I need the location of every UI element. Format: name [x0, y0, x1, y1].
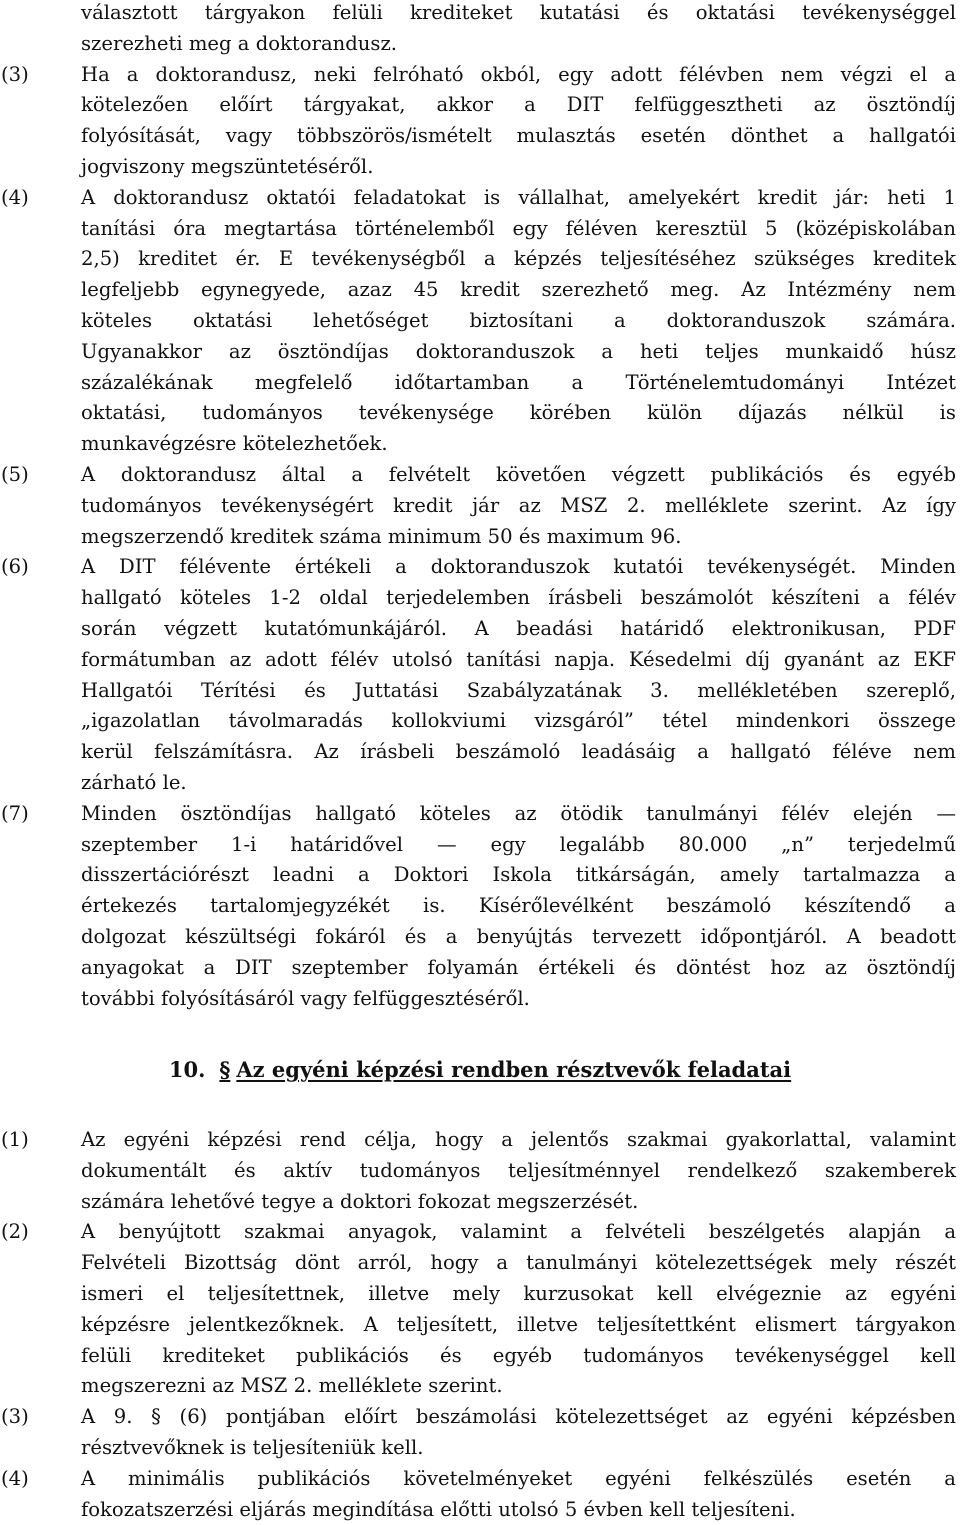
paragraph-line: tanítási óra megtartása történelemből egy féléven keresztül 5 (középiskolában [81, 216, 956, 240]
item-number: (1) [1, 1128, 29, 1151]
paragraph-line: tudományos tevékenységért kredit jár az MSZ 2. melléklete szerint. Az így [81, 493, 956, 517]
paragraph-line: dolgozat készültségi fokáról és a benyújtás tervezett időpontjáról. A beadott [81, 925, 956, 948]
item-number: (4) [1, 185, 29, 209]
paragraph-line: kerül felszámításra. Az írásbeli beszámoló leadásáig a hallgató féléve nem [81, 740, 956, 764]
paragraph-line: A DIT félévente értékeli a doktoranduszok kutatói tevékenységét. Minden [81, 555, 956, 579]
paragraph-line: Ha a doktorandusz, neki felróható okból, egy adott félévben nem végzi el a [81, 62, 956, 86]
paragraph-line: Minden ösztöndíjas hallgató köteles az ötödik tanulmányi félév elején — [81, 801, 956, 825]
paragraph-line: A 9. § (6) pontjában előírt beszámolási kötelezettséget az egyéni képzésben [81, 1405, 956, 1429]
paragraph-line: fokozatszerzési eljárás megindítása előtti utolsó 5 évben kell teljesíteni. [81, 1497, 796, 1521]
paragraph-line: ismeri el teljesítettnek, illetve mely kurzusokat kell elvégeznie az egyéni [81, 1282, 956, 1305]
paragraph-line: felüli krediteket publikációs és egyéb tudományos tevékenységgel kell [81, 1343, 956, 1367]
paragraph-line: százalékának megfelelő időtartamban a Történelemtudományi Intézet [81, 370, 956, 394]
paragraph-line: A doktorandusz által a felvételt követően végzett publikációs és egyéb [81, 463, 956, 486]
paragraph-line: oktatási, tudományos tevékenysége körében külön díjazás nélkül is [81, 401, 956, 425]
item-number: (4) [1, 1466, 29, 1490]
paragraph-line: számára lehetővé tegye a doktori fokozat megszerzését. [81, 1189, 639, 1213]
paragraph-line: értekezés tartalomjegyzékét is. Kísérőlevélként beszámoló készítendő a [81, 894, 956, 918]
section-number: 10. [168, 1057, 206, 1082]
paragraph-line: kötelezően előírt tárgyakat, akkor a DIT felfüggesztheti az ösztöndíj [81, 93, 956, 117]
paragraph-line: jogviszony megszüntetéséről. [81, 155, 374, 178]
section-heading [0, 1053, 960, 1087]
item-number: (7) [1, 801, 29, 825]
paragraph-line: legfeljebb egynegyede, azaz 45 kredit szerezhető meg. Az Intézmény nem [81, 278, 956, 302]
paragraph-line: megszerezni az MSZ 2. melléklete szerint. [81, 1374, 503, 1398]
paragraph-line: A benyújtott szakmai anyagok, valamint a felvételi beszélgetés alapján a [81, 1220, 956, 1244]
paragraph-line: további folyósításáról vagy felfüggesztéséről. [81, 986, 530, 1010]
item-number: (2) [1, 1220, 29, 1244]
section-sign: § [219, 1057, 231, 1082]
item-number: (6) [1, 555, 29, 579]
paragraph-line: során végzett kutatómunkájáról. A beadási határidő elektronikusan, PDF [81, 617, 956, 640]
paragraph-line: köteles oktatási lehetőséget biztosítani a doktoranduszok számára. [81, 309, 956, 332]
paragraph-line: zárható le. [81, 771, 187, 794]
paragraph-line: munkavégzésre kötelezhetőek. [81, 432, 388, 456]
paragraph-line: „igazolatlan távolmaradás kollokviumi vizsgáról” tétel mindenkori összege [81, 709, 956, 733]
paragraph-line: megszerzendő kreditek száma minimum 50 és maximum 96. [81, 524, 682, 548]
paragraph-line: Ugyanakkor az ösztöndíjas doktoranduszok a heti teljes munkaidő húsz [81, 339, 956, 363]
paragraph-line: folyósítását, vagy többszörös/ismételt mulasztás esetén dönthet a hallgatói [81, 124, 956, 148]
paragraph-line: választott tárgyakon felüli krediteket kutatási és oktatási tevékenységgel [81, 1, 956, 24]
paragraph-line: Hallgatói Térítési és Juttatási Szabályzatának 3. mellékletében szereplő, [81, 678, 956, 702]
paragraph-line: formátumban az adott félév utolsó tanítási napja. Késedelmi díj gyanánt az EKF [81, 647, 956, 671]
paragraph-line: A doktorandusz oktatói feladatokat is vállalhat, amelyekért kredit jár: heti 1 [81, 185, 956, 209]
paragraph-line: 2,5) kreditet ér. E tevékenységből a képzés teljesítéséhez szükséges kreditek [81, 247, 956, 271]
paragraph-line: dokumentált és aktív tudományos teljesítménnyel rendelkező szakemberek [81, 1158, 956, 1182]
paragraph-line: Az egyéni képzési rend célja, hogy a jelentős szakmai gyakorlattal, valamint [81, 1128, 956, 1151]
item-number: (3) [1, 1405, 29, 1429]
paragraph-line: szeptember 1-i határidővel — egy legalább 80.000 „n” terjedelmű [81, 832, 956, 856]
section-title: Az egyéni képzési rendben résztvevők feladatai [236, 1057, 792, 1082]
paragraph-line: hallgató köteles 1-2 oldal terjedelemben írásbeli beszámolót készíteni a félév [81, 586, 956, 610]
paragraph-line: disszertációrészt leadni a Doktori Iskola titkárságán, amely tartalmazza a [81, 863, 956, 887]
paragraph-line: szerezheti meg a doktorandusz. [81, 31, 398, 55]
paragraph-line: résztvevőknek is teljesíteniük kell. [81, 1436, 424, 1459]
paragraph-line: A minimális publikációs követelményeket egyéni felkészülés esetén a [81, 1466, 956, 1490]
paragraph-line: anyagokat a DIT szeptember folyamán értékeli és döntést hoz az ösztöndíj [81, 955, 956, 979]
section-title-wrap [219, 1057, 791, 1082]
paragraph-line: Felvételi Bizottság dönt arról, hogy a tanulmányi kötelezettségek mely részét [81, 1251, 956, 1275]
paragraph-line: képzésre jelentkezőknek. A teljesített, illetve teljesítettként elismert tárgyakon [81, 1312, 956, 1336]
item-number: (3) [1, 62, 29, 86]
item-number: (5) [1, 463, 29, 486]
